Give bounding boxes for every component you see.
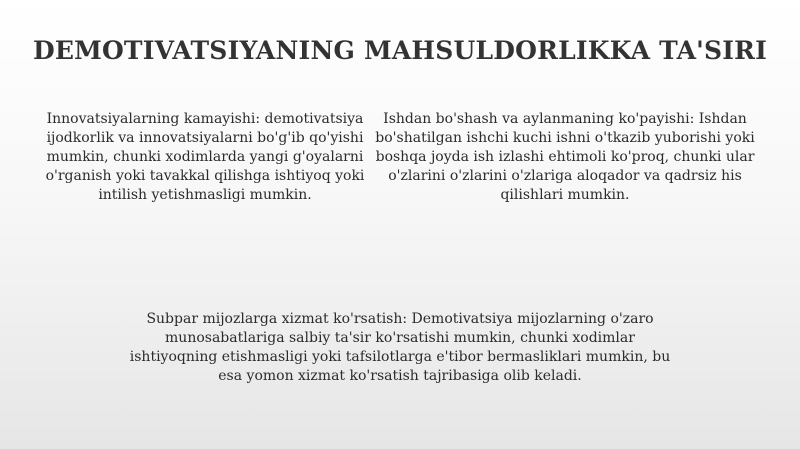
text-block-innovation-decline: Innovatsiyalarning kamayishi: demotivatsiya ijodkorlik va innovatsiyalarni bo'g'ib qo'yishi mumkin, chunki xodimlarda yangi g'oyalarni o'rganish yoki tavakkal qilishga ishtiyoq yoki intilish yetishmasligi mumkin. [45,111,365,203]
slide-title: DEMOTIVATSIYANING MAHSULDORLIKKA TA'SIRI [32,36,768,65]
text-block-customer-service: Subpar mijozlarga xizmat ko'rsatish: Demotivatsiya mijozlarning o'zaro munosabatlariga salbiy ta'sir ko'rsatishi mumkin, chunki xodimlar ishtiyoqning etishmasligi yoki tafsilotlarga e'tibor bermasliklari mumkin, bu esa yomon xizmat ko'rsatish tajribasiga olib keladi. [129,311,671,384]
text-block-turnover-increase: Ishdan bo'shash va aylanmaning ko'payishi: Ishdan bo'shatilgan ishchi kuchi ishni o'tkazib yuborishi yoki boshqa joyda ish izlashi ehtimoli ko'proq, chunki ular o'zlarini o'zlarini o'zlariga aloqador va qadrsiz his qilishlari mumkin. [375,111,755,203]
